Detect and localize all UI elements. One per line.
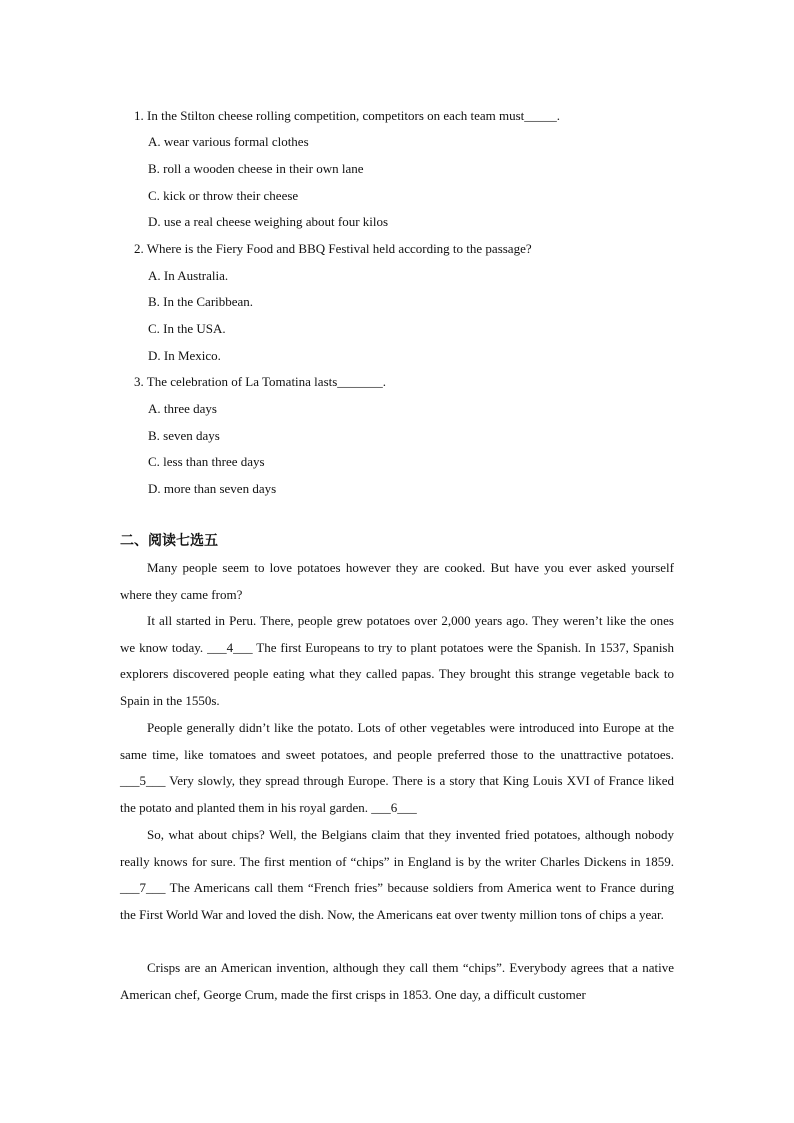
question-1-option-c: C. kick or throw their cheese xyxy=(148,188,299,203)
section-heading: 二、阅读七选五 xyxy=(120,533,218,549)
question-2-option-d: D. In Mexico. xyxy=(148,348,221,363)
question-1-stem: 1. In the Stilton cheese rolling competition, competitors on each team must_____. xyxy=(134,108,561,123)
question-1-option-b: B. roll a wooden cheese in their own lane xyxy=(148,161,364,176)
question-2-option-b: B. In the Caribbean. xyxy=(148,294,254,309)
question-1-option-d: D. use a real cheese weighing about four kilos xyxy=(148,214,389,229)
passage-paragraph-4: So, what about chips? Well, the Belgians claim that they invented fried potatoes, although nobody really knows for sure. The first mention of “chips” in England is by the writer Charles Dickens in 1859. ___7___ The Americans call them “French fries” because soldiers from America went to France during the First World War and loved the dish. Now, the Americans eat over twenty million tons of chips a year. xyxy=(120,827,674,923)
passage-paragraph-3: People generally didn’t like the potato. Lots of other vegetables were introduced into Europe at the same time, like tomatoes and sweet potatoes, and people preferred those to the unattractive potatoes. ___5___ Very slowly, they spread through Europe. There is a story that King Louis XVI of France liked the potato and planted them in his royal garden. ___6___ xyxy=(120,720,674,816)
question-3-option-a: A. three days xyxy=(148,401,217,416)
question-2-option-c: C. In the USA. xyxy=(148,321,226,336)
question-2-option-a: A. In Australia. xyxy=(148,268,229,283)
question-1-option-a: A. wear various formal clothes xyxy=(148,134,309,149)
passage-paragraph-2: It all started in Peru. There, people grew potatoes over 2,000 years ago. They weren’t like the ones we know today. ___4___ The first Europeans to try to plant potatoes were the Spanish. In 1537, Spanish explorers discovered people eating what they called papas. They brought this strange vegetable back to Spain in the 1550s. xyxy=(120,613,674,709)
passage-paragraph-5: Crisps are an American invention, although they call them “chips”. Everybody agrees that a native American chef, George Crum, made the first crisps in 1853. One day, a difficult customer xyxy=(120,960,674,1002)
question-3-option-c: C. less than three days xyxy=(148,454,265,469)
question-3-option-d: D. more than seven days xyxy=(148,481,277,496)
question-2-stem: 2. Where is the Fiery Food and BBQ Festival held according to the passage? xyxy=(134,241,532,256)
question-3-option-b: B. seven days xyxy=(148,428,220,443)
passage-paragraph-1: Many people seem to love potatoes however they are cooked. But have you ever asked yourself where they came from? xyxy=(120,560,674,602)
question-3-stem: 3. The celebration of La Tomatina lasts_______. xyxy=(134,374,387,389)
